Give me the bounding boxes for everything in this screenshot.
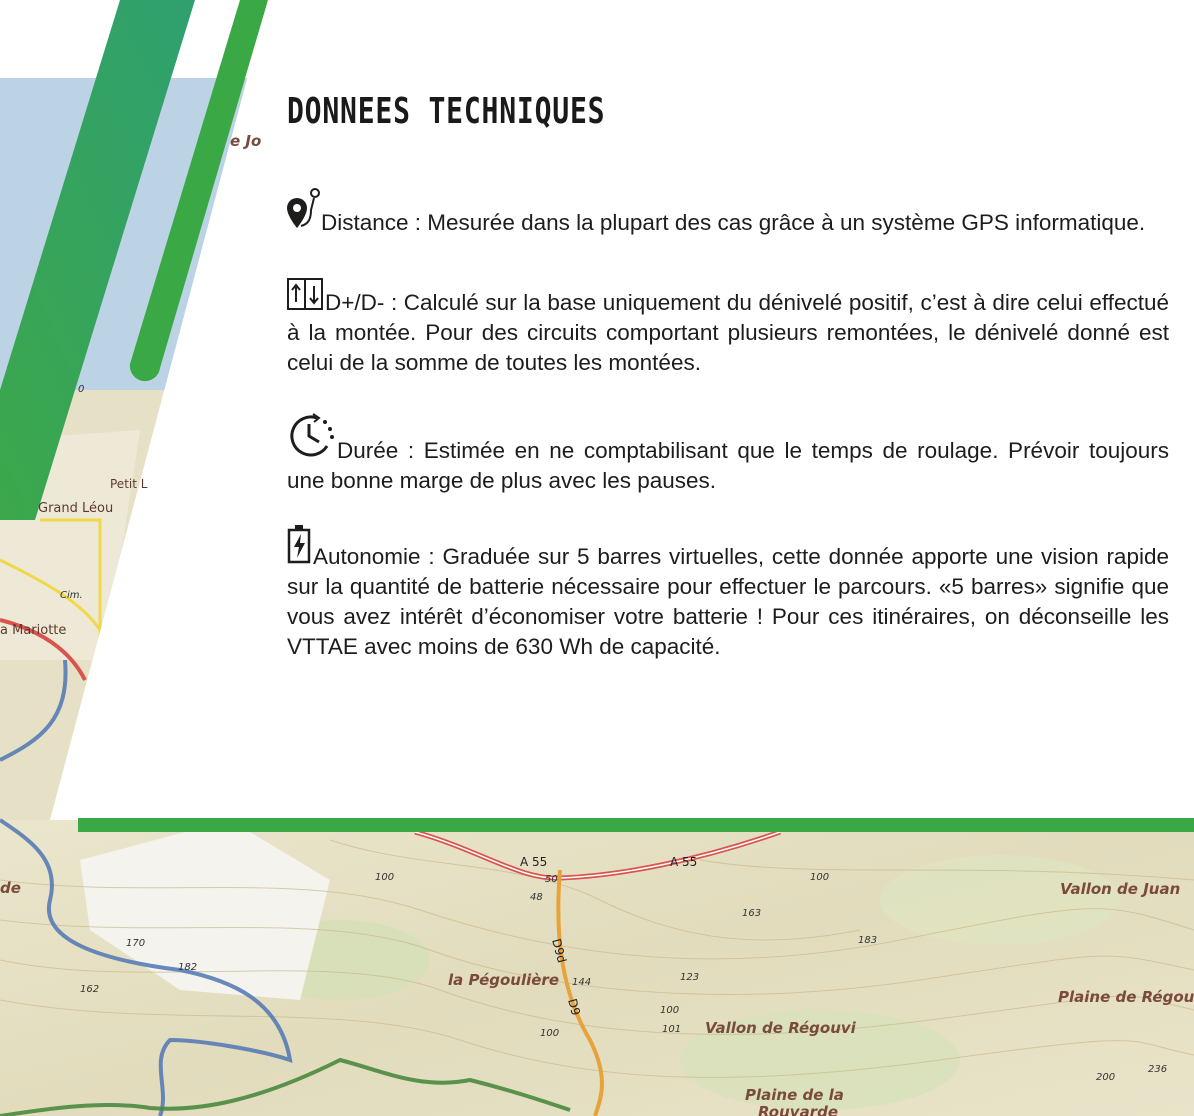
map-road-label: A 55	[670, 855, 698, 869]
map-altitude: 123	[680, 972, 700, 983]
map-label: Plaine de la	[745, 1086, 844, 1104]
map-label: a Mariotte	[0, 623, 67, 638]
map-label: la Pégoulière	[448, 971, 559, 989]
map-altitude: 50	[545, 874, 558, 885]
page-title: DONNEES TECHNIQUES	[287, 91, 606, 132]
map-label: Rouvarde	[758, 1103, 838, 1116]
map-road-label: D9	[565, 997, 583, 1018]
map-road-label: D9d	[549, 937, 569, 965]
elevation-text: D+/D- : Calculé sur la base uniquement du dénivelé positif, c’est à dire celui effectué à la montée. Pour des circuits comportant plusieurs remontées, le dénivelé donné est celui de la somme de toutes les montées.	[287, 290, 1169, 375]
map-label: 0	[78, 384, 85, 395]
map-label: Grand Léou	[38, 501, 114, 516]
map-label: Vallon de Régouvi	[705, 1019, 856, 1037]
map-altitude: 170	[126, 938, 146, 949]
map-altitude: 163	[742, 908, 762, 919]
duration-text: Durée : Estimée en ne comptabilisant que le temps de roulage. Prévoir toujours une bonne marge de plus avec les pauses.	[287, 438, 1169, 493]
clock-duration-icon	[287, 412, 337, 458]
map-altitude: 100	[540, 1028, 560, 1039]
map-altitude: 100	[810, 872, 830, 883]
map-altitude: 100	[660, 1005, 680, 1016]
map-forest-patch	[880, 855, 1120, 945]
map-label: Petit L	[110, 477, 148, 491]
gps-route-icon	[287, 186, 321, 230]
map-label: Cim.	[60, 590, 83, 601]
elevation-paragraph	[287, 278, 1169, 378]
map-altitude: 183	[858, 935, 878, 946]
map-altitude: 236	[1148, 1064, 1168, 1075]
map-altitude: 182	[178, 962, 198, 973]
distance-text: Distance : Mesurée dans la plupart des cas grâce à un système GPS informatique.	[321, 210, 1146, 235]
autonomy-paragraph	[287, 524, 1169, 662]
map-altitude: 200	[1096, 1072, 1116, 1083]
map-altitude: 100	[375, 872, 395, 883]
distance-paragraph	[287, 186, 1169, 238]
map-altitude: 162	[80, 984, 100, 995]
autonomy-text: Autonomie : Graduée sur 5 barres virtuelles, cette donnée apporte une vision rapide sur la quantité de batterie nécessaire pour effectuer le parcours. «5 barres» signifie que vous avez intérêt d’économiser votre batterie ! Pour ces itinéraires, on déconseille les VTTAE avec moins de 630 Wh de capacité.	[287, 544, 1169, 659]
elevation-up-down-icon	[287, 278, 325, 310]
map-label: e Jo	[230, 132, 262, 150]
map-label: Plaine de Régou	[1058, 988, 1194, 1006]
map-road-label: A 55	[520, 855, 548, 869]
technical-data-panel	[287, 88, 1169, 659]
map-label: Vallon de Juan	[1060, 880, 1181, 898]
duration-paragraph	[287, 412, 1169, 496]
green-separator-bar	[78, 818, 1194, 832]
map-altitude: 101	[662, 1024, 682, 1035]
map-label: de	[0, 879, 21, 897]
map-altitude: 144	[572, 977, 592, 988]
battery-charge-icon	[287, 524, 313, 564]
map-altitude: 48	[530, 892, 543, 903]
